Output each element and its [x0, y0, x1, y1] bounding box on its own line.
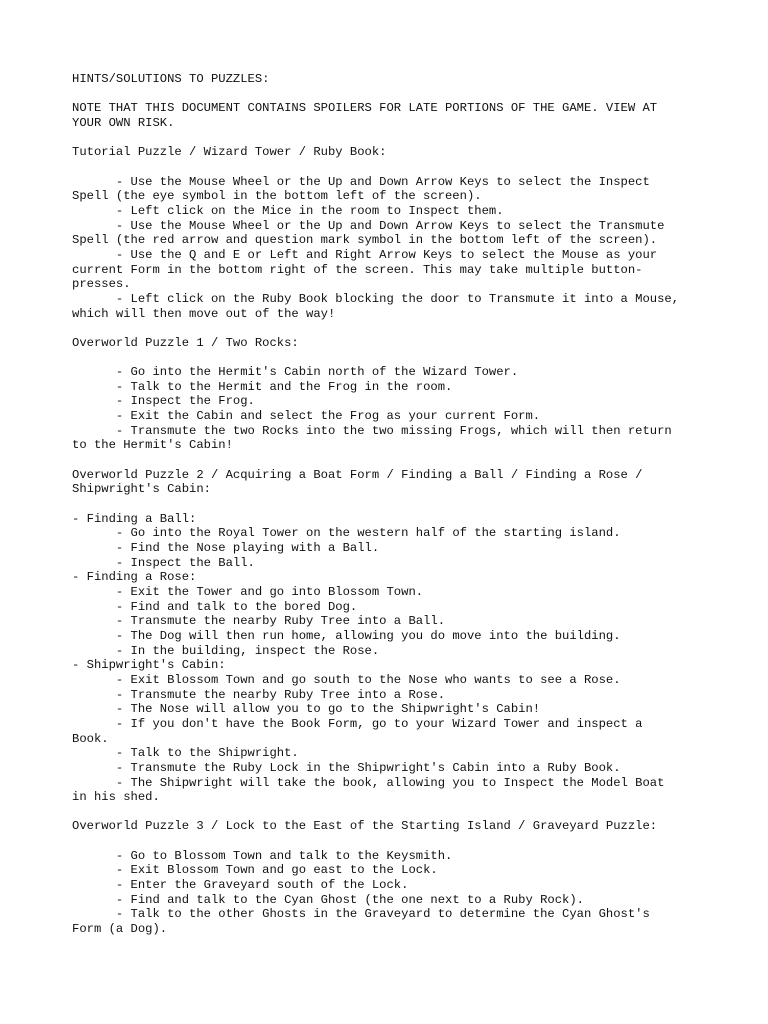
text-line: YOUR OWN RISK.: [72, 115, 175, 130]
text-line: Book.: [72, 731, 109, 746]
text-line: - Transmute the Ruby Lock in the Shipwright's Cabin into a Ruby Book.: [72, 760, 621, 775]
text-line: - Find and talk to the bored Dog.: [72, 599, 358, 614]
text-line: - The Dog will then run home, allowing you do move into the building.: [72, 628, 621, 643]
blank-line: [72, 160, 712, 175]
text-line: Overworld Puzzle 3 / Lock to the East of the Starting Island / Graveyard Puzzle:: [72, 819, 658, 834]
text-line: - The Shipwright will take the book, allowing you to Inspect the Model Boat: [72, 775, 665, 790]
text-line: Shipwright's Cabin:: [72, 482, 211, 497]
text-line: in his shed.: [72, 790, 160, 805]
text-line: - Enter the Graveyard south of the Lock.: [72, 878, 409, 893]
text-line: - Transmute the two Rocks into the two missing Frogs, which will then return: [72, 423, 672, 438]
text-line: Overworld Puzzle 1 / Two Rocks:: [72, 335, 299, 350]
blank-line: [72, 321, 712, 336]
text-line: - Use the Q and E or Left and Right Arrow Keys to select the Mouse as your: [72, 247, 658, 262]
text-line: HINTS/SOLUTIONS TO PUZZLES:: [72, 72, 270, 86]
text-line: NOTE THAT THIS DOCUMENT CONTAINS SPOILERS FOR LATE PORTIONS OF THE GAME. VIEW AT: [72, 101, 658, 116]
text-line: - Exit Blossom Town and go east to the Lock.: [72, 863, 438, 878]
text-line: - Talk to the Hermit and the Frog in the room.: [72, 379, 453, 394]
text-line: - Go into the Hermit's Cabin north of the Wizard Tower.: [72, 365, 519, 380]
document-body: [72, 72, 712, 937]
text-line: - If you don't have the Book Form, go to your Wizard Tower and inspect a: [72, 716, 643, 731]
blank-line: [72, 805, 712, 820]
blank-line: [72, 834, 712, 849]
text-line: - Inspect the Ball.: [72, 555, 255, 570]
text-line: current Form in the bottom right of the screen. This may take multiple button-: [72, 262, 643, 277]
text-line: - Find and talk to the Cyan Ghost (the one next to a Ruby Rock).: [72, 892, 584, 907]
blank-line: [72, 453, 712, 468]
text-line: - Find the Nose playing with a Ball.: [72, 541, 380, 555]
text-line: - Talk to the Shipwright.: [72, 746, 299, 761]
text-line: presses.: [72, 277, 131, 292]
text-line: to the Hermit's Cabin!: [72, 438, 233, 453]
blank-line: [72, 131, 712, 146]
text-line: Overworld Puzzle 2 / Acquiring a Boat Form / Finding a Ball / Finding a Rose /: [72, 467, 643, 482]
text-line: Spell (the red arrow and question mark symbol in the bottom left of the screen).: [72, 233, 658, 248]
text-line: - In the building, inspect the Rose.: [72, 643, 380, 658]
blank-line: [72, 350, 712, 365]
text-line: - Go to Blossom Town and talk to the Keysmith.: [72, 848, 453, 863]
text-line: - Use the Mouse Wheel or the Up and Down Arrow Keys to select the Inspect: [72, 174, 650, 189]
blank-line: [72, 497, 712, 512]
text-line: - Inspect the Frog.: [72, 394, 255, 409]
text-line: - The Nose will allow you to go to the Shipwright's Cabin!: [72, 702, 541, 717]
text-line: - Left click on the Ruby Book blocking the door to Transmute it into a Mouse,: [72, 291, 680, 306]
text-line: - Transmute the nearby Ruby Tree into a Ball.: [72, 614, 446, 629]
text-line: - Shipwright's Cabin:: [72, 658, 226, 673]
blank-line: [72, 87, 712, 102]
text-line: - Exit the Tower and go into Blossom Town.: [72, 584, 424, 599]
text-line: - Exit the Cabin and select the Frog as your current Form.: [72, 409, 541, 424]
text-line: Tutorial Puzzle / Wizard Tower / Ruby Book:: [72, 145, 387, 160]
text-line: Form (a Dog).: [72, 922, 168, 937]
text-line: - Left click on the Mice in the room to Inspect them.: [72, 203, 504, 218]
text-line: - Finding a Ball:: [72, 511, 197, 526]
text-line: - Use the Mouse Wheel or the Up and Down Arrow Keys to select the Transmute: [72, 218, 665, 233]
text-line: - Finding a Rose:: [72, 570, 197, 585]
text-line: - Exit Blossom Town and go south to the Nose who wants to see a Rose.: [72, 672, 621, 687]
text-line: - Transmute the nearby Ruby Tree into a Rose.: [72, 687, 446, 702]
text-line: Spell (the eye symbol in the bottom left of the screen).: [72, 189, 482, 204]
text-line: - Talk to the other Ghosts in the Graveyard to determine the Cyan Ghost's: [72, 907, 650, 922]
text-line: - Go into the Royal Tower on the western half of the starting island.: [72, 526, 621, 541]
text-line: which will then move out of the way!: [72, 306, 336, 321]
